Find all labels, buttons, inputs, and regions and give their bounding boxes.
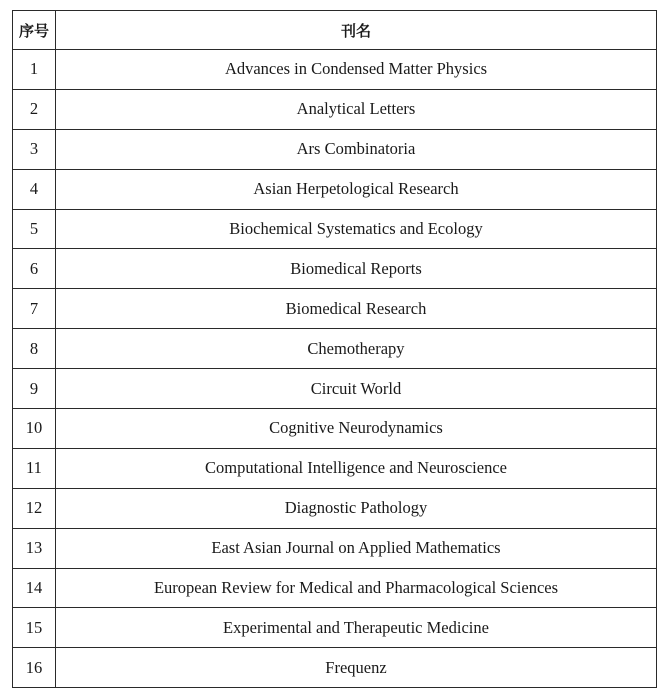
- table-row: [13, 448, 657, 488]
- journal-name: Cognitive Neurodynamics: [56, 409, 657, 449]
- row-index: 6: [13, 249, 56, 289]
- table-row: [13, 209, 657, 249]
- row-index: 9: [13, 369, 56, 409]
- row-index: 1: [13, 50, 56, 90]
- journal-name: Biochemical Systematics and Ecology: [56, 209, 657, 249]
- table-row: [13, 289, 657, 329]
- table-row: [13, 369, 657, 409]
- table-row: [13, 528, 657, 568]
- row-index: 11: [13, 448, 56, 488]
- row-index: 10: [13, 409, 56, 449]
- table-row: [13, 249, 657, 289]
- journal-name: Diagnostic Pathology: [56, 488, 657, 528]
- journal-name: Ars Combinatoria: [56, 129, 657, 169]
- table-row: [13, 409, 657, 449]
- row-index: 13: [13, 528, 56, 568]
- journal-name: East Asian Journal on Applied Mathematics: [56, 528, 657, 568]
- row-index: 15: [13, 608, 56, 648]
- journal-name: Biomedical Reports: [56, 249, 657, 289]
- journal-table: [12, 10, 657, 688]
- row-index: 2: [13, 89, 56, 129]
- journal-name: Chemotherapy: [56, 329, 657, 369]
- row-index: 16: [13, 648, 56, 688]
- journal-name: Experimental and Therapeutic Medicine: [56, 608, 657, 648]
- journal-name: Asian Herpetological Research: [56, 169, 657, 209]
- journal-name: Analytical Letters: [56, 89, 657, 129]
- table-row: [13, 169, 657, 209]
- row-index: 7: [13, 289, 56, 329]
- name-column-header: 刊名: [56, 11, 657, 50]
- row-index: 5: [13, 209, 56, 249]
- row-index: 8: [13, 329, 56, 369]
- table-row: [13, 129, 657, 169]
- index-column-header: 序号: [13, 11, 56, 50]
- table-row: [13, 329, 657, 369]
- row-index: 4: [13, 169, 56, 209]
- journal-name: Advances in Condensed Matter Physics: [56, 50, 657, 90]
- table-row: [13, 488, 657, 528]
- journal-name: Frequenz: [56, 648, 657, 688]
- row-index: 3: [13, 129, 56, 169]
- table-row: [13, 608, 657, 648]
- table-row: [13, 648, 657, 688]
- journal-name: European Review for Medical and Pharmacological Sciences: [56, 568, 657, 608]
- table-row: [13, 50, 657, 90]
- row-index: 14: [13, 568, 56, 608]
- table-row: [13, 568, 657, 608]
- journal-name: Biomedical Research: [56, 289, 657, 329]
- header-row: [13, 11, 657, 50]
- journal-name: Computational Intelligence and Neuroscience: [56, 448, 657, 488]
- journal-name: Circuit World: [56, 369, 657, 409]
- row-index: 12: [13, 488, 56, 528]
- table-row: [13, 89, 657, 129]
